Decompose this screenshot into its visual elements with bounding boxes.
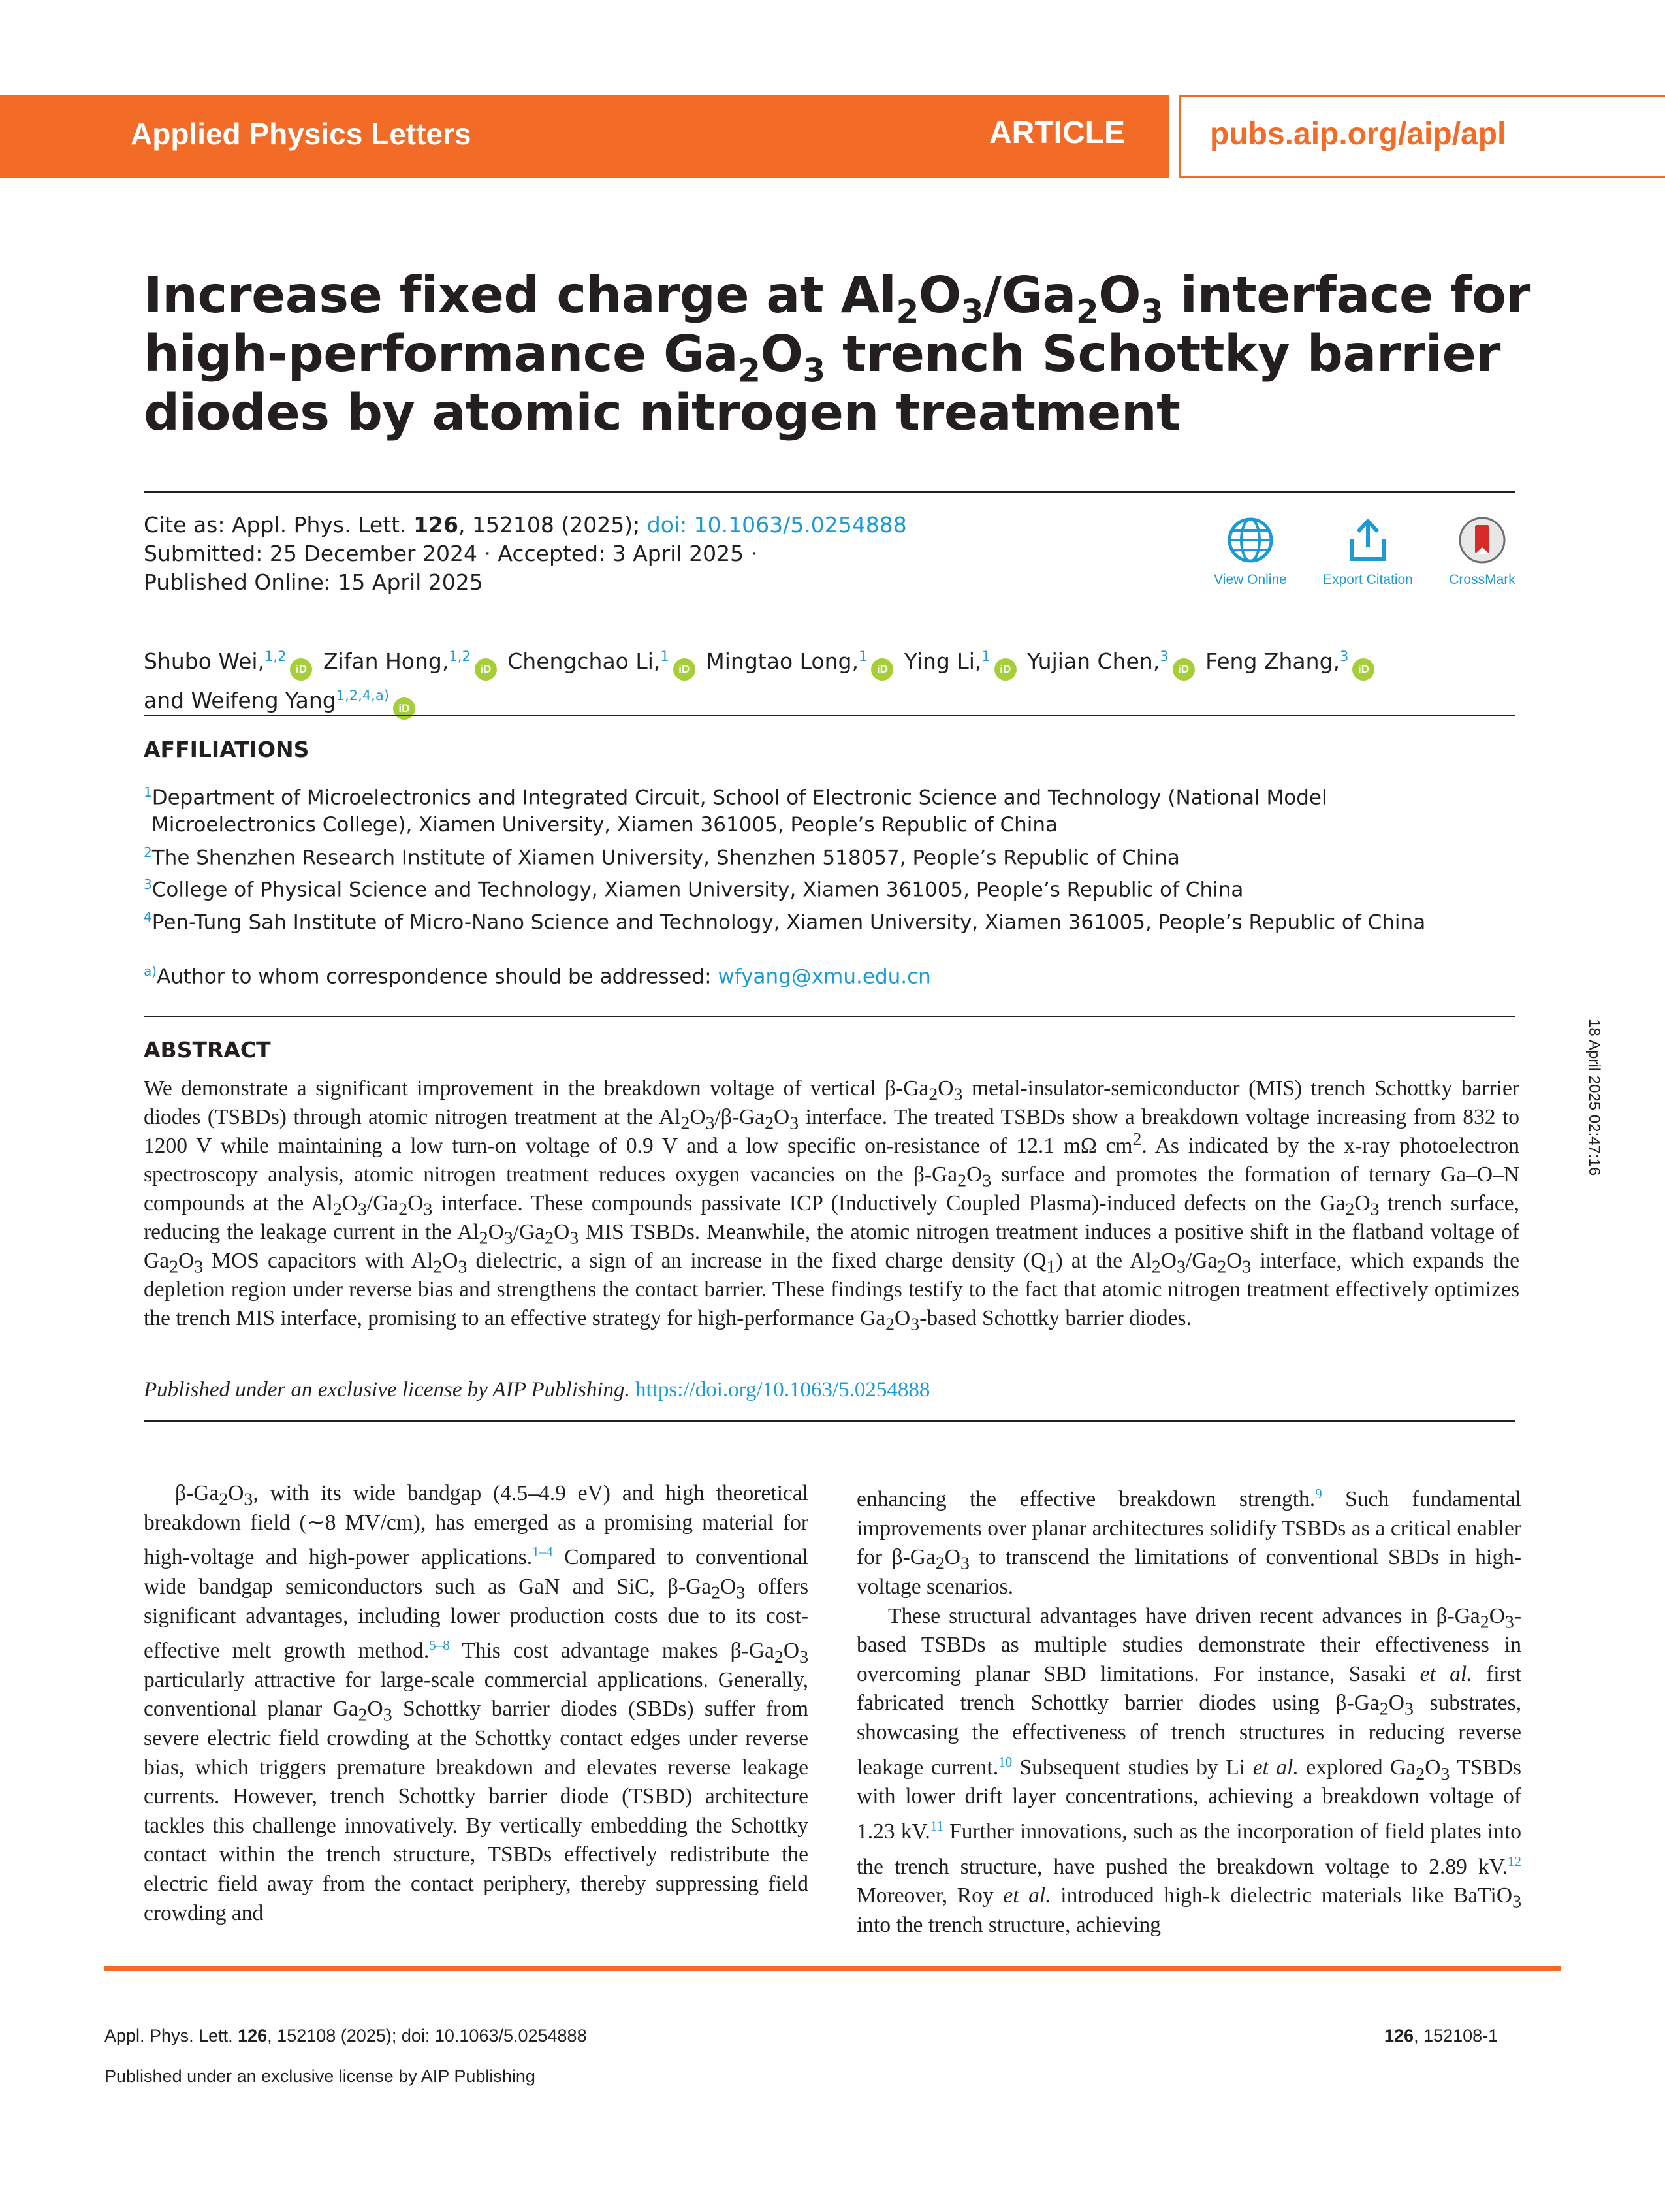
author-name: Zifan Hong, bbox=[323, 649, 449, 674]
authors-divider bbox=[144, 715, 1515, 716]
export-icon bbox=[1344, 516, 1392, 564]
paper-title: Increase fixed charge at $Al_2O_3/Ga_2O_3$ interface for high-performance $Ga_2O_3$ trench Schottky barrier diodes by atomic nitrogen treatment bbox=[144, 266, 1530, 442]
reference-link[interactable]: 12 bbox=[1508, 1853, 1521, 1869]
affiliation-3: $^3$College of Physical Science and Technology, Xiamen University, Xiamen 361005, People’s Republic of China bbox=[144, 876, 1244, 902]
abstract-text: We demonstrate a significant improvement in the breakdown voltage of vertical $\beta-Ga_2O_3$ metal-insulator-semiconductor (MIS) trench Schottky barrier diodes (TSBDs) through atomic nitrogen treatment at the $Al_2O_3/\beta-Ga_2O_3$ interface. The treated TSBDs show a breakdown voltage increasing from 832 to 1200 V while maintaining a low turn-on voltage of 0.9 V and a low specific on-resistance of 12.1 mΩ $cm^2$. As indicated by the x-ray photoelectron spectroscopy analysis, atomic nitrogen treatment reduces oxygen vacancies on the $\beta-Ga_2O_3$ surface and promotes the formation of ternary Ga–O–N compounds at the $Al_2O_3/Ga_2O_3$ interface. These compounds passivate ICP (Inductively Coupled Plasma)-induced defects on the $Ga_2O_3$ trench surface, reducing the leakage current in the $Al_2O_3/Ga_2O_3$ MIS TSBDs. Meanwhile, the atomic nitrogen treatment induces a positive shift in the flatband voltage of $Ga_2O_3$ MOS capacitors with $Al_2O_3$ dielectric, a sign of an increase in the fixed charge density $(Q_1)$ at the $Al_2O_3/Ga_2O_3$ interface, which expands the depletion region under reverse bias and strengthens the contact barrier. These findings testify to the fact that atomic nitrogen treatment effectively optimizes the trench MIS interface, promising to an effective strategy for high-performance $Ga_2O_3$-based Schottky barrier diodes. bbox=[144, 1076, 1520, 1335]
author-name: Feng Zhang, bbox=[1205, 649, 1340, 674]
correspondence-note: $^{a)}$Author to whom correspondence should be addressed: wfyang@xmu.edu.cn bbox=[144, 963, 931, 989]
abstract-divider bbox=[144, 1420, 1515, 1422]
page-number: 126, 152108-1 bbox=[1384, 2026, 1498, 2045]
author-name: and Weifeng Yang bbox=[144, 688, 336, 713]
orcid-icon[interactable]: iD bbox=[393, 697, 415, 720]
affiliation-2: $^2$The Shenzhen Research Institute of Xiamen University, Shenzhen 518057, People’s Republic of China bbox=[144, 844, 1180, 870]
submission-dates: Submitted: 25 December 2024 · Accepted: 3 April 2025 · bbox=[144, 541, 758, 566]
reference-link[interactable]: 5–8 bbox=[429, 1637, 450, 1654]
orcid-icon[interactable]: iD bbox=[994, 658, 1017, 681]
orcid-icon[interactable]: iD bbox=[475, 658, 497, 681]
author-name: Yujian Chen, bbox=[1027, 649, 1160, 674]
footer-citation: Appl. Phys. Lett. 126, 152108 (2025); doi: 10.1063/5.0254888 bbox=[104, 2026, 587, 2045]
journal-url-link[interactable]: pubs.aip.org/aip/apl bbox=[1210, 117, 1506, 152]
license-line: Published under an exclusive license by AIP Publishing. https://doi.org/10.1063/5.0254888 bbox=[144, 1378, 930, 1402]
citation-block: Cite as: Appl. Phys. Lett. 126, 152108 (2025); doi: 10.1063/5.0254888 Submitted: 25 December 2024 · Accepted: 3 April 2025 · Published Online: 15 April 2025 bbox=[144, 511, 907, 597]
export-citation-button[interactable] bbox=[1322, 516, 1414, 588]
body-column-right: enhancing the effective breakdown strength.$^9$ Such fundamental improvements over planar architectures solidify TSBDs as a critical enabler for $\beta-Ga_2O_3$ to transcend the limitations of conventional SBDs in high-voltage scenarios. These structural advantages have driven recent advances in $\beta-Ga_2O_3$-based TSBDs as multiple studies demonstrate their effectiveness in overcoming planar SBD limitations. For instance, Sasaki et al. first fabricated trench Schottky barrier diodes using $\beta-Ga_2O_3$ substrates, showcasing the effectiveness of trench structures in reducing reverse leakage current.$^{10}$ Subsequent studies by Li et al. explored $Ga_2O_3$ TSBDs with lower drift layer concentrations, achieving a breakdown voltage of 1.23 kV.$^{11}$ Further innovations, such as the incorporation of field plates into the trench structure, have pushed the breakdown voltage to 2.89 kV.$^{12}$ Moreover, Roy et al. introduced high-k dielectric materials like BaTiO$_3$ into the trench structure, achieving bbox=[857, 1486, 1522, 1937]
reference-link[interactable]: 1–4 bbox=[532, 1544, 553, 1560]
footer-divider bbox=[104, 1966, 1561, 1971]
affiliations-heading: AFFILIATIONS bbox=[144, 737, 309, 762]
orcid-icon[interactable]: iD bbox=[290, 658, 312, 681]
body-column-left: $\beta-Ga_2O_3$, with its wide bandgap (4.5–4.9 eV) and high theoretical breakdown field (∼8 MV/cm), has emerged as a promising material for high-voltage and high-power applications.$^{1-4}$ Compared to conventional wide bandgap semiconductors such as GaN and SiC, $\beta-Ga_2O_3$ offers significant advantages, including lower production costs due to its cost-effective melt growth method.$^{5-8}$ This cost advantage makes $\beta-Ga_2O_3$ particularly attractive for large-scale commercial applications. Generally, conventional planar $Ga_2O_3$ Schottky barrier diodes (SBDs) suffer from severe electric field crowding at the Schottky contact edges under reverse bias, which triggers premature breakdown and elevates reverse leakage currents. However, trench Schottky barrier diode (TSBD) architecture tackles this challenge innovatively. By vertically embedding the Schottky contact within the trench structure, TSBDs effectively redistribute the electric field away from the contact periphery, thereby suppressing field crowding and bbox=[144, 1481, 809, 1925]
view-online-label: View Online bbox=[1214, 572, 1287, 587]
crossmark-label: CrossMark bbox=[1449, 572, 1515, 587]
globe-icon bbox=[1226, 516, 1275, 564]
download-timestamp: 18 April 2025 02:47:16 bbox=[1585, 1019, 1603, 1176]
crossmark-button[interactable] bbox=[1436, 516, 1528, 588]
orcid-icon[interactable]: iD bbox=[1352, 658, 1374, 681]
author-name: Ying Li, bbox=[904, 649, 982, 674]
doi-link[interactable]: doi: 10.1063/5.0254888 bbox=[646, 512, 907, 537]
reference-link[interactable]: 10 bbox=[998, 1754, 1013, 1770]
orcid-icon[interactable]: iD bbox=[1173, 658, 1195, 681]
publication-date: Published Online: 15 April 2025 bbox=[144, 569, 483, 595]
footer-license: Published under an exclusive license by AIP Publishing bbox=[104, 2066, 535, 2086]
affiliation-1: $^1$Department of Microelectronics and Integrated Circuit, School of Electronic Science and Technology (National Model Microelectronics College), Xiamen University, Xiamen 361005, People’s Republic of China bbox=[144, 784, 1327, 837]
affiliation-4: $^4$Pen-Tung Sah Institute of Micro-Nano Science and Technology, Xiamen University, Xiamen 361005, People’s Republic of China bbox=[144, 909, 1426, 935]
article-type-label: ARTICLE bbox=[989, 116, 1125, 150]
orcid-icon[interactable]: iD bbox=[673, 658, 695, 681]
journal-name: Applied Physics Letters bbox=[131, 117, 471, 151]
author-name: Mingtao Long, bbox=[706, 649, 859, 674]
export-citation-label: Export Citation bbox=[1323, 572, 1413, 587]
reference-link[interactable]: 9 bbox=[1315, 1486, 1322, 1501]
email-link[interactable]: wfyang@xmu.edu.cn bbox=[718, 965, 931, 989]
reference-link[interactable]: 11 bbox=[930, 1818, 944, 1834]
affiliations-divider bbox=[144, 1016, 1515, 1017]
author-name: Shubo Wei, bbox=[144, 649, 265, 674]
doi-url-link[interactable]: https://doi.org/10.1063/5.0254888 bbox=[635, 1378, 930, 1402]
orcid-icon[interactable]: iD bbox=[871, 658, 893, 681]
crossmark-icon bbox=[1458, 516, 1506, 564]
abstract-heading: ABSTRACT bbox=[144, 1037, 271, 1063]
author-name: Chengchao Li, bbox=[507, 649, 661, 674]
author-list: Shubo Wei,$^{1,2}$iD Zifan Hong,$^{1,2}$iD Chengchao Li,$^1$iD Mingtao Long,$^1$iD Ying Li,$^1$iD Yujian Chen,$^3$iD Feng Zhang,$^3$iD and Weifeng Yang$^{1,2,4,a)}$iD bbox=[144, 641, 1534, 720]
title-divider bbox=[144, 491, 1515, 493]
view-online-button[interactable] bbox=[1205, 516, 1296, 588]
